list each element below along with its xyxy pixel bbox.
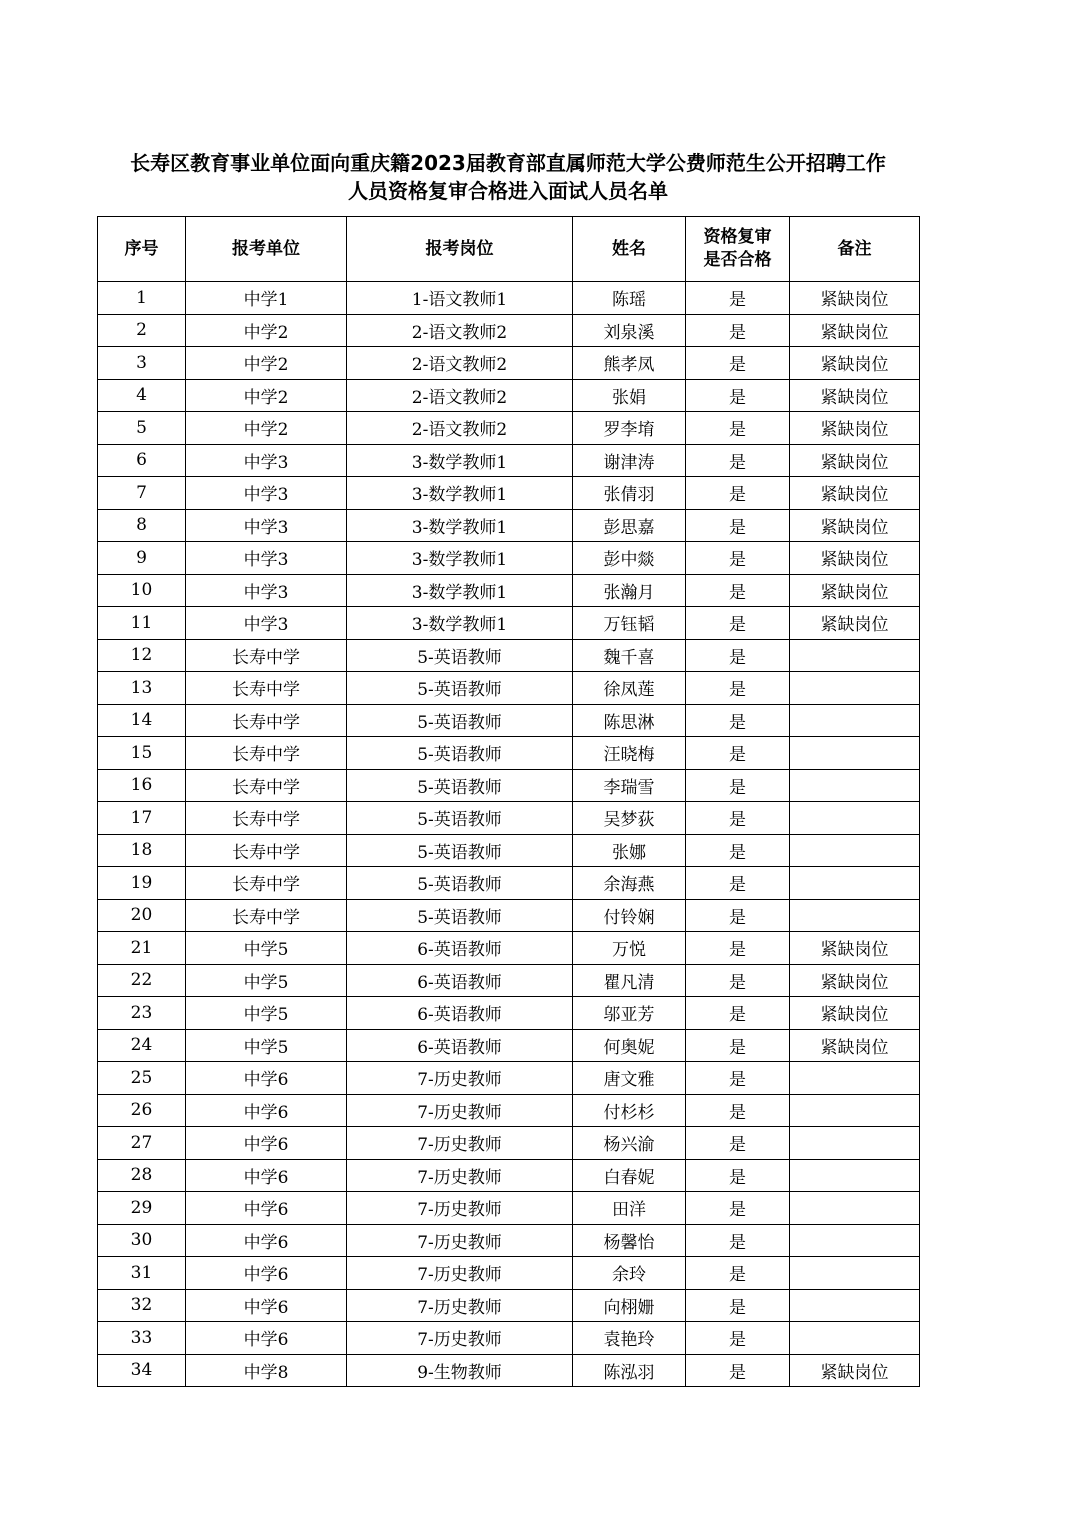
table-row	[98, 282, 920, 315]
cell-unit: 中学8	[186, 1354, 347, 1387]
cell-index: 13	[98, 672, 186, 705]
cell-name: 万悦	[573, 932, 686, 965]
cell-name: 杨馨怡	[573, 1224, 686, 1257]
cell-position: 5-英语教师	[347, 899, 573, 932]
cell-qualified: 是	[686, 607, 790, 640]
header-index: 序号	[98, 217, 186, 282]
cell-qualified: 是	[686, 314, 790, 347]
cell-unit: 长寿中学	[186, 704, 347, 737]
cell-unit: 中学6	[186, 1289, 347, 1322]
table-row	[98, 737, 920, 770]
cell-unit: 中学3	[186, 607, 347, 640]
cell-qualified: 是	[686, 639, 790, 672]
cell-name: 张倩羽	[573, 477, 686, 510]
cell-position: 7-历史教师	[347, 1322, 573, 1355]
table-row	[98, 542, 920, 575]
table-row	[98, 932, 920, 965]
cell-position: 7-历史教师	[347, 1192, 573, 1225]
cell-index: 32	[98, 1289, 186, 1322]
cell-position: 7-历史教师	[347, 1094, 573, 1127]
cell-unit: 长寿中学	[186, 867, 347, 900]
cell-position: 6-英语教师	[347, 1029, 573, 1062]
table-row	[98, 607, 920, 640]
cell-qualified: 是	[686, 1289, 790, 1322]
cell-position: 7-历史教师	[347, 1062, 573, 1095]
cell-index: 27	[98, 1127, 186, 1160]
cell-remark: 紧缺岗位	[790, 379, 920, 412]
cell-remark: 紧缺岗位	[790, 542, 920, 575]
cell-index: 3	[98, 347, 186, 380]
cell-position: 5-英语教师	[347, 704, 573, 737]
cell-unit: 中学5	[186, 964, 347, 997]
header-qualified-line-2: 是否合格	[703, 250, 772, 270]
cell-position: 5-英语教师	[347, 769, 573, 802]
table-row	[98, 1322, 920, 1355]
cell-remark: 紧缺岗位	[790, 347, 920, 380]
cell-name: 李瑞雪	[573, 769, 686, 802]
title-line-2: 人员资格复审合格进入面试人员名单	[348, 179, 668, 203]
cell-name: 瞿凡清	[573, 964, 686, 997]
cell-qualified: 是	[686, 347, 790, 380]
cell-unit: 中学3	[186, 477, 347, 510]
cell-remark	[790, 1094, 920, 1127]
cell-index: 16	[98, 769, 186, 802]
cell-qualified: 是	[686, 444, 790, 477]
cell-position: 3-数学教师1	[347, 444, 573, 477]
cell-index: 29	[98, 1192, 186, 1225]
table-row	[98, 574, 920, 607]
table-body	[98, 282, 920, 1387]
cell-name: 刘泉溪	[573, 314, 686, 347]
cell-index: 31	[98, 1257, 186, 1290]
cell-position: 9-生物教师	[347, 1354, 573, 1387]
cell-unit: 中学6	[186, 1224, 347, 1257]
cell-name: 张娟	[573, 379, 686, 412]
table-row	[98, 347, 920, 380]
cell-unit: 中学6	[186, 1159, 347, 1192]
cell-name: 田洋	[573, 1192, 686, 1225]
cell-name: 唐文雅	[573, 1062, 686, 1095]
table-row	[98, 1289, 920, 1322]
table-row	[98, 379, 920, 412]
cell-remark	[790, 1322, 920, 1355]
cell-position: 7-历史教师	[347, 1257, 573, 1290]
cell-position: 5-英语教师	[347, 802, 573, 835]
cell-position: 2-语文教师2	[347, 379, 573, 412]
cell-remark: 紧缺岗位	[790, 1354, 920, 1387]
table-row	[98, 1094, 920, 1127]
cell-qualified: 是	[686, 834, 790, 867]
cell-index: 9	[98, 542, 186, 575]
cell-remark	[790, 802, 920, 835]
cell-unit: 中学3	[186, 542, 347, 575]
cell-unit: 长寿中学	[186, 639, 347, 672]
cell-position: 7-历史教师	[347, 1127, 573, 1160]
cell-qualified: 是	[686, 574, 790, 607]
candidate-table	[97, 216, 920, 1387]
cell-remark: 紧缺岗位	[790, 964, 920, 997]
cell-qualified: 是	[686, 1224, 790, 1257]
cell-unit: 长寿中学	[186, 737, 347, 770]
cell-index: 19	[98, 867, 186, 900]
cell-qualified: 是	[686, 1354, 790, 1387]
table-row	[98, 1257, 920, 1290]
cell-qualified: 是	[686, 802, 790, 835]
cell-name: 魏千喜	[573, 639, 686, 672]
table-row	[98, 672, 920, 705]
cell-name: 张瀚月	[573, 574, 686, 607]
table-row	[98, 477, 920, 510]
cell-name: 余海燕	[573, 867, 686, 900]
cell-qualified: 是	[686, 477, 790, 510]
table-row	[98, 509, 920, 542]
cell-remark: 紧缺岗位	[790, 282, 920, 315]
cell-unit: 长寿中学	[186, 834, 347, 867]
cell-index: 30	[98, 1224, 186, 1257]
cell-name: 熊孝凤	[573, 347, 686, 380]
cell-name: 徐凤莲	[573, 672, 686, 705]
cell-qualified: 是	[686, 1029, 790, 1062]
cell-remark	[790, 704, 920, 737]
cell-name: 彭思嘉	[573, 509, 686, 542]
cell-index: 15	[98, 737, 186, 770]
cell-index: 18	[98, 834, 186, 867]
table-row	[98, 704, 920, 737]
cell-index: 24	[98, 1029, 186, 1062]
cell-remark	[790, 1192, 920, 1225]
table-row	[98, 1192, 920, 1225]
header-remark: 备注	[790, 217, 920, 282]
cell-remark	[790, 672, 920, 705]
cell-unit: 长寿中学	[186, 672, 347, 705]
cell-index: 33	[98, 1322, 186, 1355]
cell-remark: 紧缺岗位	[790, 314, 920, 347]
cell-remark	[790, 769, 920, 802]
document-title	[97, 149, 919, 205]
cell-qualified: 是	[686, 867, 790, 900]
table-row	[98, 1029, 920, 1062]
cell-name: 白春妮	[573, 1159, 686, 1192]
table-row	[98, 1062, 920, 1095]
cell-unit: 中学5	[186, 1029, 347, 1062]
cell-index: 34	[98, 1354, 186, 1387]
cell-qualified: 是	[686, 1094, 790, 1127]
cell-remark: 紧缺岗位	[790, 932, 920, 965]
cell-unit: 中学2	[186, 379, 347, 412]
header-unit: 报考单位	[186, 217, 347, 282]
cell-remark	[790, 639, 920, 672]
cell-unit: 中学6	[186, 1094, 347, 1127]
cell-remark	[790, 1289, 920, 1322]
cell-name: 彭中燚	[573, 542, 686, 575]
cell-name: 邬亚芳	[573, 997, 686, 1030]
cell-unit: 中学6	[186, 1127, 347, 1160]
cell-index: 11	[98, 607, 186, 640]
table-row	[98, 867, 920, 900]
cell-qualified: 是	[686, 379, 790, 412]
table-row	[98, 769, 920, 802]
table-row	[98, 802, 920, 835]
cell-qualified: 是	[686, 1159, 790, 1192]
cell-position: 2-语文教师2	[347, 412, 573, 445]
cell-qualified: 是	[686, 769, 790, 802]
cell-position: 7-历史教师	[347, 1159, 573, 1192]
cell-unit: 中学3	[186, 444, 347, 477]
cell-position: 2-语文教师2	[347, 347, 573, 380]
cell-position: 3-数学教师1	[347, 542, 573, 575]
cell-qualified: 是	[686, 1127, 790, 1160]
cell-qualified: 是	[686, 737, 790, 770]
cell-index: 28	[98, 1159, 186, 1192]
cell-qualified: 是	[686, 282, 790, 315]
cell-index: 12	[98, 639, 186, 672]
cell-unit: 中学2	[186, 314, 347, 347]
cell-index: 20	[98, 899, 186, 932]
cell-name: 陈瑶	[573, 282, 686, 315]
header-qualified	[686, 217, 790, 282]
cell-remark: 紧缺岗位	[790, 477, 920, 510]
cell-unit: 长寿中学	[186, 802, 347, 835]
header-qualified-line-1: 资格复审	[703, 227, 772, 247]
table-row	[98, 899, 920, 932]
cell-qualified: 是	[686, 542, 790, 575]
cell-remark: 紧缺岗位	[790, 997, 920, 1030]
cell-unit: 中学6	[186, 1257, 347, 1290]
cell-index: 7	[98, 477, 186, 510]
cell-qualified: 是	[686, 509, 790, 542]
cell-name: 杨兴渝	[573, 1127, 686, 1160]
cell-unit: 长寿中学	[186, 769, 347, 802]
cell-index: 8	[98, 509, 186, 542]
cell-name: 付杉杉	[573, 1094, 686, 1127]
cell-qualified: 是	[686, 932, 790, 965]
cell-index: 10	[98, 574, 186, 607]
cell-remark	[790, 1224, 920, 1257]
cell-qualified: 是	[686, 412, 790, 445]
cell-index: 21	[98, 932, 186, 965]
table-row	[98, 964, 920, 997]
cell-position: 6-英语教师	[347, 932, 573, 965]
cell-position: 5-英语教师	[347, 672, 573, 705]
cell-name: 陈思淋	[573, 704, 686, 737]
cell-position: 2-语文教师2	[347, 314, 573, 347]
cell-index: 5	[98, 412, 186, 445]
cell-position: 1-语文教师1	[347, 282, 573, 315]
cell-unit: 中学2	[186, 347, 347, 380]
cell-position: 3-数学教师1	[347, 574, 573, 607]
cell-name: 谢津涛	[573, 444, 686, 477]
cell-qualified: 是	[686, 1192, 790, 1225]
cell-index: 25	[98, 1062, 186, 1095]
cell-name: 余玲	[573, 1257, 686, 1290]
table-row	[98, 412, 920, 445]
cell-unit: 中学6	[186, 1062, 347, 1095]
cell-unit: 中学5	[186, 997, 347, 1030]
table-row	[98, 1127, 920, 1160]
cell-remark	[790, 1159, 920, 1192]
cell-name: 张娜	[573, 834, 686, 867]
cell-name: 吴梦荻	[573, 802, 686, 835]
cell-qualified: 是	[686, 997, 790, 1030]
cell-index: 14	[98, 704, 186, 737]
cell-name: 付铃娴	[573, 899, 686, 932]
cell-index: 4	[98, 379, 186, 412]
cell-unit: 长寿中学	[186, 899, 347, 932]
cell-position: 7-历史教师	[347, 1289, 573, 1322]
cell-name: 罗李堉	[573, 412, 686, 445]
cell-index: 1	[98, 282, 186, 315]
cell-remark	[790, 1257, 920, 1290]
cell-name: 汪晓梅	[573, 737, 686, 770]
cell-position: 6-英语教师	[347, 997, 573, 1030]
cell-position: 5-英语教师	[347, 834, 573, 867]
cell-unit: 中学5	[186, 932, 347, 965]
cell-position: 5-英语教师	[347, 867, 573, 900]
cell-remark: 紧缺岗位	[790, 412, 920, 445]
cell-index: 23	[98, 997, 186, 1030]
cell-position: 5-英语教师	[347, 639, 573, 672]
cell-index: 17	[98, 802, 186, 835]
cell-remark: 紧缺岗位	[790, 444, 920, 477]
cell-qualified: 是	[686, 672, 790, 705]
cell-qualified: 是	[686, 704, 790, 737]
header-position: 报考岗位	[347, 217, 573, 282]
title-line-1: 长寿区教育事业单位面向重庆籍2023届教育部直属师范大学公费师范生公开招聘工作	[130, 151, 886, 175]
table-row	[98, 314, 920, 347]
cell-unit: 中学6	[186, 1192, 347, 1225]
table-row	[98, 834, 920, 867]
cell-remark: 紧缺岗位	[790, 509, 920, 542]
cell-name: 万钰韬	[573, 607, 686, 640]
cell-qualified: 是	[686, 1322, 790, 1355]
cell-name: 袁艳玲	[573, 1322, 686, 1355]
cell-index: 26	[98, 1094, 186, 1127]
cell-remark	[790, 834, 920, 867]
table-header-row	[98, 217, 920, 282]
cell-position: 3-数学教师1	[347, 477, 573, 510]
cell-qualified: 是	[686, 964, 790, 997]
cell-name: 向栩姗	[573, 1289, 686, 1322]
cell-position: 6-英语教师	[347, 964, 573, 997]
cell-position: 5-英语教师	[347, 737, 573, 770]
cell-position: 3-数学教师1	[347, 607, 573, 640]
header-name: 姓名	[573, 217, 686, 282]
cell-position: 7-历史教师	[347, 1224, 573, 1257]
cell-qualified: 是	[686, 899, 790, 932]
cell-remark	[790, 867, 920, 900]
cell-remark	[790, 1062, 920, 1095]
cell-remark	[790, 1127, 920, 1160]
cell-qualified: 是	[686, 1062, 790, 1095]
cell-remark: 紧缺岗位	[790, 1029, 920, 1062]
cell-position: 3-数学教师1	[347, 509, 573, 542]
table-row	[98, 997, 920, 1030]
cell-index: 6	[98, 444, 186, 477]
cell-unit: 中学6	[186, 1322, 347, 1355]
cell-remark: 紧缺岗位	[790, 574, 920, 607]
cell-unit: 中学1	[186, 282, 347, 315]
cell-name: 何奥妮	[573, 1029, 686, 1062]
table-row	[98, 1354, 920, 1387]
cell-unit: 中学3	[186, 574, 347, 607]
cell-name: 陈泓羽	[573, 1354, 686, 1387]
table-row	[98, 1224, 920, 1257]
table-row	[98, 639, 920, 672]
cell-qualified: 是	[686, 1257, 790, 1290]
cell-index: 22	[98, 964, 186, 997]
cell-unit: 中学3	[186, 509, 347, 542]
table-row	[98, 1159, 920, 1192]
cell-index: 2	[98, 314, 186, 347]
cell-remark	[790, 737, 920, 770]
cell-remark: 紧缺岗位	[790, 607, 920, 640]
cell-unit: 中学2	[186, 412, 347, 445]
table-row	[98, 444, 920, 477]
cell-remark	[790, 899, 920, 932]
